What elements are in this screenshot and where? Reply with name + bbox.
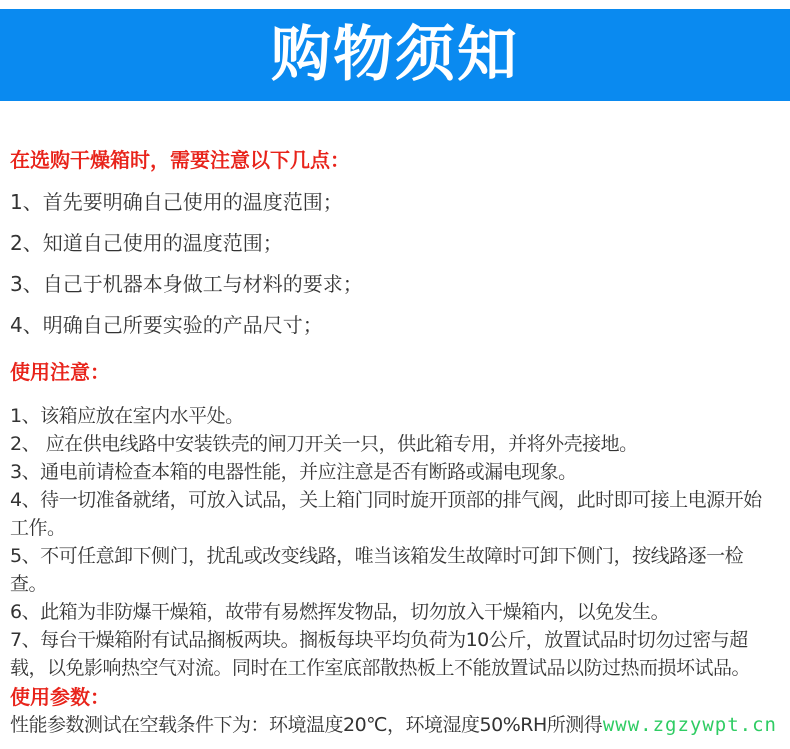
usage-note-5: 5、不可任意卸下侧门，扰乱或改变线路，唯当该箱发生故障时可卸下侧门，按线路逐一检查。 — [10, 545, 744, 595]
usage-param-1: 性能参数测试在空载条件下为：环境温度20℃，环境湿度50%RH所测得 — [10, 714, 603, 736]
usage-note-7: 7、每台干燥箱附有试品搁板两块。搁板每块平均负荷为10公斤，放置试品时切勿过密与超载，以免影响热空气对流。同时在工作室底部散热板上不能放置试品以防过热而损坏试品。 — [10, 629, 751, 679]
selection-item-4: 4、明确自己所要实验的产品尺寸； — [10, 313, 323, 337]
section-selection-tips — [10, 148, 780, 336]
notice-content — [0, 148, 790, 739]
header-banner — [0, 9, 790, 101]
watermark-url: www.zgzywpt.cn — [602, 714, 777, 736]
selection-item-1: 1、首先要明确自己使用的温度范围； — [10, 190, 343, 214]
selection-item-2: 2、知道自己使用的温度范围； — [10, 231, 283, 255]
usage-note-3: 3、通电前请检查本箱的电器性能，并应注意是否有断路或漏电现象。 — [10, 461, 577, 483]
page-title: 购物须知 — [271, 20, 519, 90]
usage-note-2: 2、 应在供电线路中安装铁壳的闸刀开关一只，供此箱专用，并将外壳接地。 — [10, 433, 638, 455]
section-selection-heading: 在选购干燥箱时，需要注意以下几点： — [10, 148, 350, 172]
section-usage-notes-heading: 使用注意： — [10, 360, 110, 384]
selection-item-3: 3、自己于机器本身做工与材料的要求； — [10, 272, 363, 296]
usage-note-1: 1、该箱应放在室内水平处。 — [10, 405, 244, 427]
section-usage-notes — [10, 360, 780, 682]
section-usage-params-heading: 使用参数： — [10, 685, 110, 709]
usage-note-4: 4、待一切准备就绪，可放入试品，关上箱门同时旋开顶部的排气阀，此时即可接上电源开始工作。 — [10, 489, 762, 539]
usage-note-6: 6、此箱为非防爆干燥箱，故带有易燃挥发物品，切勿放入干燥箱内，以免发生。 — [10, 601, 670, 623]
